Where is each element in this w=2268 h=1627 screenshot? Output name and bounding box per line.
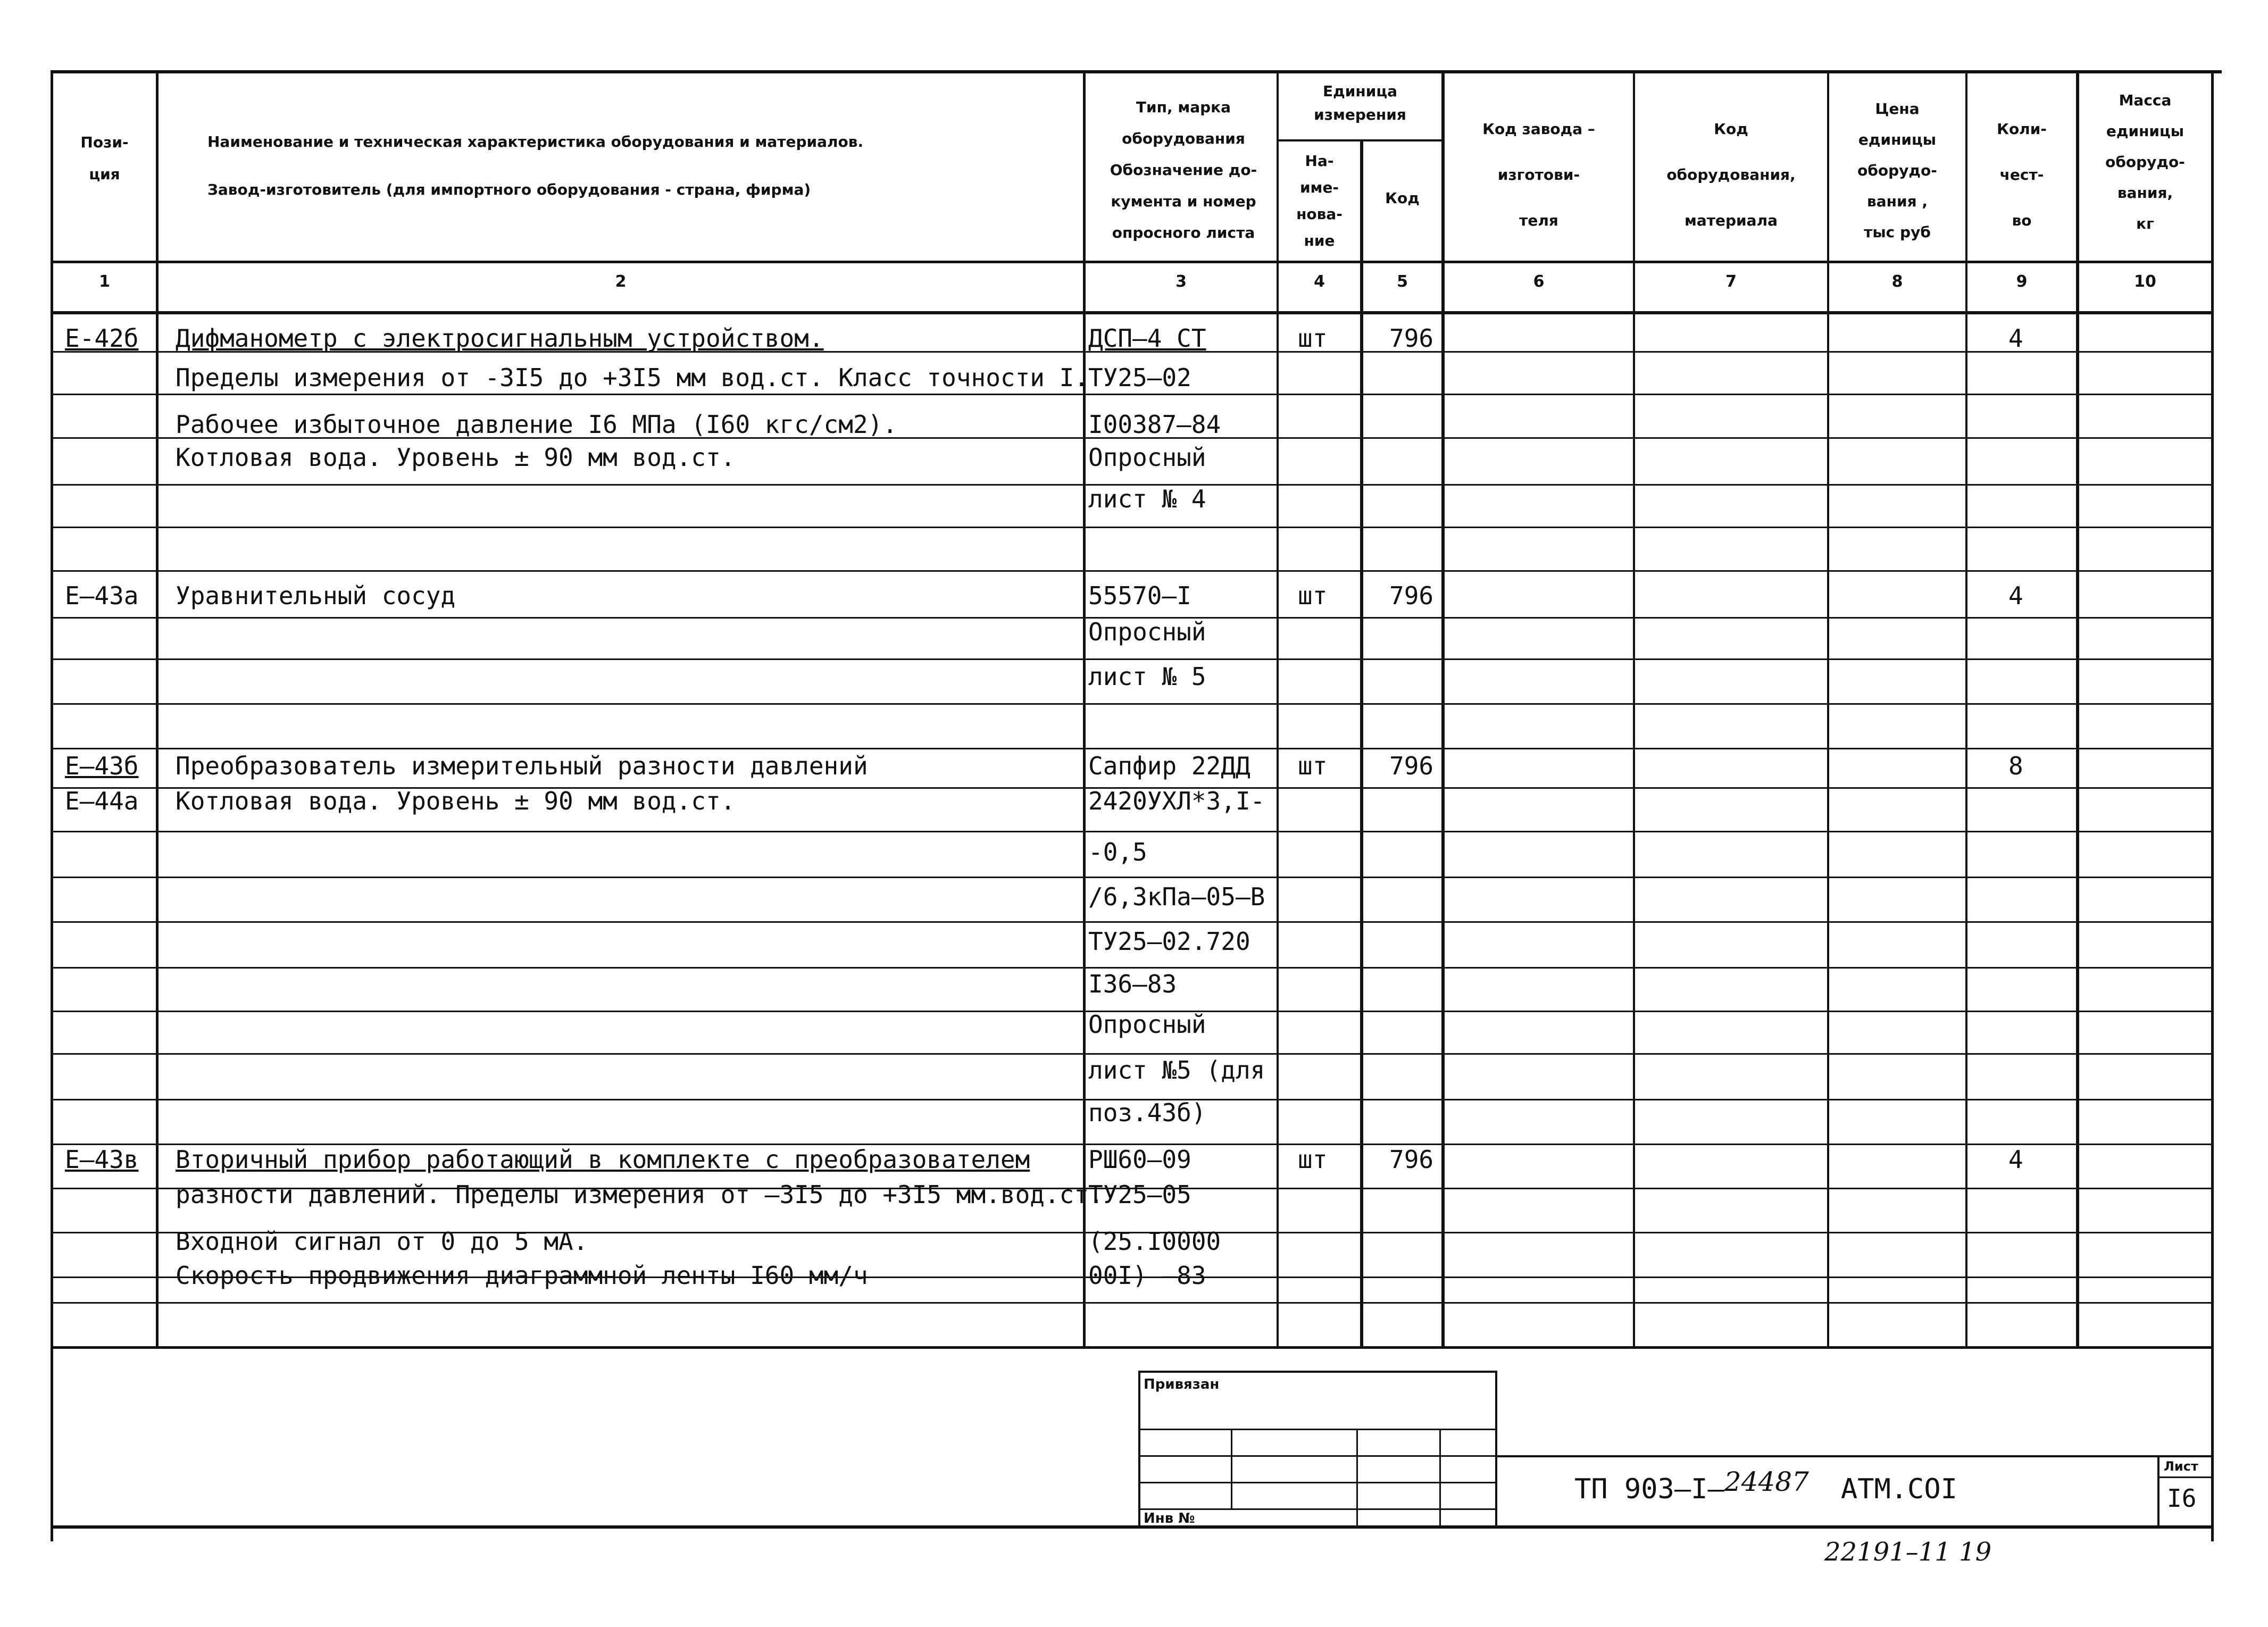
col-number: 5 bbox=[1397, 272, 1408, 291]
cell-name: Рабочее избыточное давление I6 МПа (I60 кгс/см2). bbox=[176, 410, 898, 439]
cell-type: (25.I0000 bbox=[1088, 1227, 1221, 1256]
doc-prefix: ТП 903–I– bbox=[1574, 1473, 1724, 1505]
cell-pos: Е–43а bbox=[65, 581, 139, 610]
cell-name: Пределы измерения от -3I5 до +3I5 мм вод.ст. Класс точности I. bbox=[176, 363, 1089, 392]
cell-pos: Е–43б bbox=[65, 752, 139, 780]
cell-name: Котловая вода. Уровень ± 90 мм вод.ст. bbox=[176, 787, 736, 815]
col-number: 7 bbox=[1725, 272, 1737, 291]
cell-qty: 4 bbox=[2008, 324, 2023, 353]
cell-type: I00387–84 bbox=[1088, 410, 1221, 439]
cell-type: Сапфир 22ДД bbox=[1088, 752, 1250, 780]
cell-code: 796 bbox=[1389, 752, 1434, 780]
header-col-price: Цена единицы оборудо- вания , тыс руб bbox=[1857, 100, 1937, 241]
cell-name: Уравнительный сосуд bbox=[176, 581, 456, 610]
cell-type: ДСП–4 СТ bbox=[1088, 324, 1206, 353]
cell-code: 796 bbox=[1389, 1145, 1434, 1174]
header-col-unit-code: Код bbox=[1385, 189, 1420, 207]
cell-type: /6,3кПа–05–В bbox=[1088, 882, 1265, 911]
cell-type: 00I) –83 bbox=[1088, 1261, 1206, 1290]
cell-type: поз.43б) bbox=[1088, 1098, 1206, 1127]
header-col-unit-name: На- име- нова- ние bbox=[1296, 152, 1343, 249]
cell-code: 796 bbox=[1389, 581, 1434, 610]
cell-type: Опросный bbox=[1088, 443, 1206, 472]
col-number: 4 bbox=[1314, 272, 1325, 291]
cell-type: РШ60–09 bbox=[1088, 1145, 1191, 1174]
header-col-type: Тип, марка оборудования Обозначение до- кумента и номер опросного листа bbox=[1110, 98, 1257, 241]
header-col-name: Наименование и техническая характеристика оборудования и материалов. Завод-изготовитель (для импортного оборудования - страна, фирма) bbox=[207, 133, 864, 198]
sheet-label: Лист bbox=[2164, 1459, 2198, 1474]
cell-type: 2420УХЛ*3,I- bbox=[1088, 787, 1265, 815]
cell-type: 55570–I bbox=[1088, 581, 1191, 610]
cell-qty: 4 bbox=[2008, 1145, 2023, 1174]
attached-label: Привязан bbox=[1144, 1376, 1220, 1392]
cell-pos: Е–44а bbox=[65, 787, 139, 815]
cell-pos: Е–43в bbox=[65, 1145, 139, 1174]
cell-type: I36–83 bbox=[1088, 970, 1177, 998]
footer-handwritten-number: 22191–11 19 bbox=[1824, 1537, 1992, 1567]
col-number: 9 bbox=[2016, 272, 2028, 291]
cell-type: ТУ25–02 bbox=[1088, 363, 1191, 392]
cell-name: Преобразователь измерительный разности давлений bbox=[176, 752, 868, 780]
header-col-mass: Масса единицы оборудо- вания, кг bbox=[2105, 91, 2185, 232]
cell-type: лист №5 (для bbox=[1088, 1056, 1265, 1084]
col-number: 6 bbox=[1533, 272, 1545, 291]
doc-suffix: АТМ.СОI bbox=[1840, 1473, 1957, 1505]
cell-name: Входной сигнал от 0 до 5 мА. bbox=[176, 1227, 588, 1256]
cell-code: 796 bbox=[1389, 324, 1434, 353]
col-number: 3 bbox=[1175, 272, 1187, 291]
col-number: 1 bbox=[99, 272, 110, 291]
cell-unit: шт bbox=[1298, 1145, 1328, 1174]
cell-unit: шт bbox=[1298, 581, 1328, 610]
cell-name: Скорость продвижения диаграммной ленты I60 мм/ч bbox=[176, 1261, 868, 1290]
cell-qty: 4 bbox=[2008, 581, 2023, 610]
col-number: 8 bbox=[1891, 272, 1903, 291]
header-col-position: Пози- ция bbox=[80, 134, 129, 183]
inventory-number-label: Инв № bbox=[1144, 1511, 1195, 1526]
cell-type: -0,5 bbox=[1088, 838, 1147, 866]
cell-pos: Е-42б bbox=[65, 324, 139, 353]
sheet-number: I6 bbox=[2167, 1484, 2197, 1513]
cell-name: разности давлений. Пределы измерения от –3I5 до +3I5 мм.вод.ст. bbox=[176, 1180, 1104, 1209]
cell-type: Опросный bbox=[1088, 1010, 1206, 1039]
header-unit-group: Единица измерения bbox=[1314, 82, 1406, 123]
document-designation bbox=[1574, 1466, 1957, 1505]
col-number: 2 bbox=[615, 272, 627, 291]
header-col-manufacturer-code: Код завода – изготови- теля bbox=[1482, 120, 1595, 229]
cell-unit: шт bbox=[1298, 324, 1328, 353]
cell-type: Опросный bbox=[1088, 618, 1206, 646]
cell-type: лист № 5 bbox=[1088, 662, 1206, 691]
cell-name: Котловая вода. Уровень ± 90 мм вод.ст. bbox=[176, 443, 736, 472]
cell-name: Вторичный прибор работающий в комплекте с преобразователем bbox=[176, 1145, 1030, 1174]
doc-handwritten-number: 24487 bbox=[1724, 1466, 1809, 1497]
header-col-equipment-code: Код оборудования, материала bbox=[1666, 120, 1796, 229]
cell-type: ТУ25–02.720 bbox=[1088, 927, 1250, 956]
header-col-quantity: Коли- чест- во bbox=[1997, 120, 2047, 229]
cell-type: ТУ25–05 bbox=[1088, 1180, 1191, 1209]
cell-qty: 8 bbox=[2008, 752, 2023, 780]
col-number: 10 bbox=[2134, 272, 2156, 291]
cell-name: Дифманометр с электросигнальным устройством. bbox=[176, 324, 824, 353]
cell-type: лист № 4 bbox=[1088, 485, 1206, 513]
cell-unit: шт bbox=[1298, 752, 1328, 780]
